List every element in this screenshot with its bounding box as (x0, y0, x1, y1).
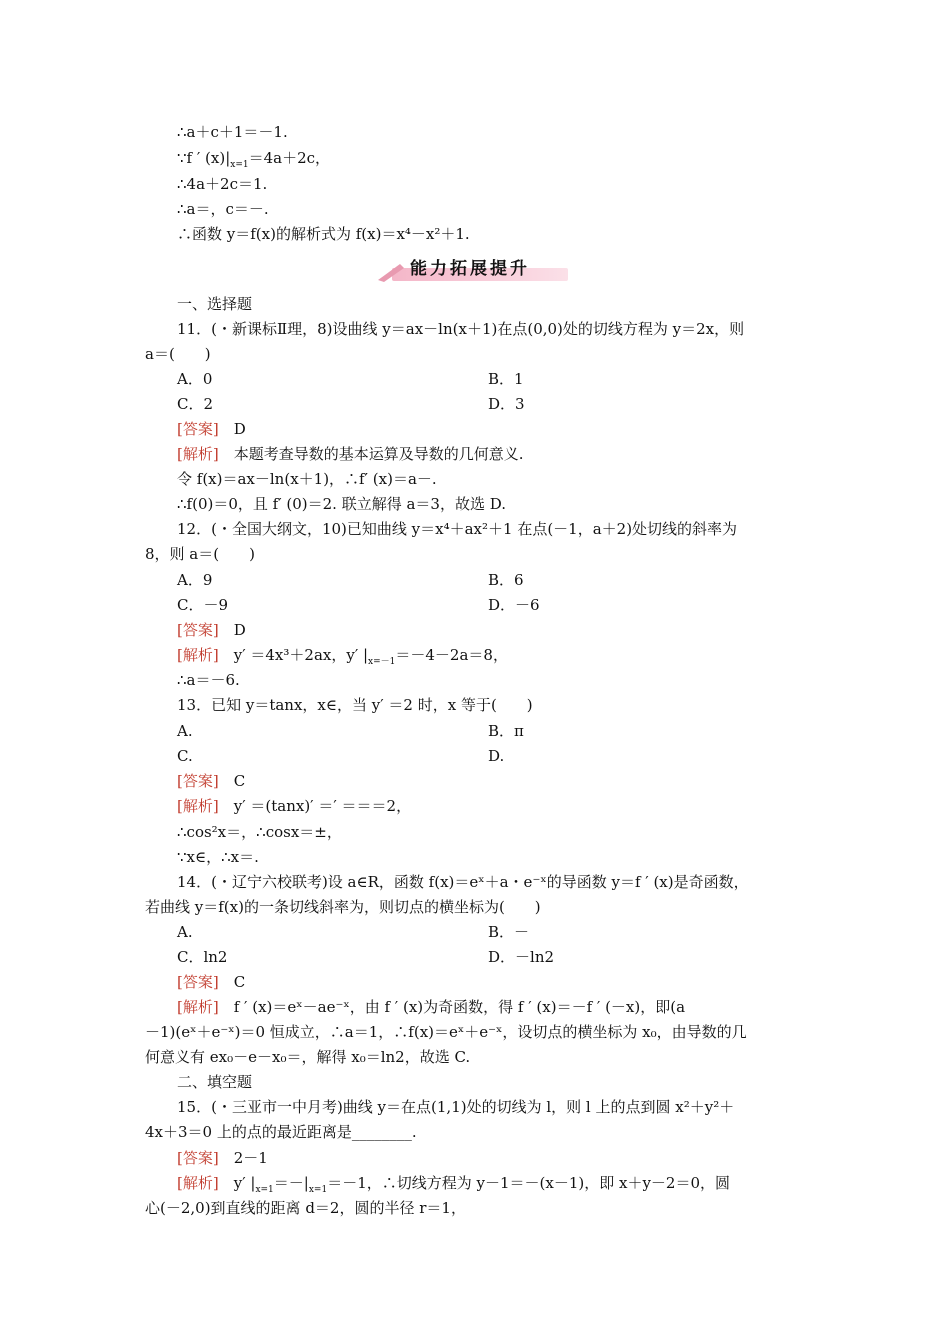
text-part: ∵f ′ (x)| (177, 149, 231, 167)
analysis-tag: [解析] (177, 646, 219, 664)
text-line: ∴4a＋2c＝1. (177, 175, 268, 193)
subscript: x=1 (230, 160, 249, 170)
question-line: 8，则 a＝( ) (145, 545, 255, 563)
option-c: C. (177, 747, 193, 765)
analysis-text: ＝－4－2a＝8， (395, 646, 508, 664)
option-a: A. (177, 923, 193, 941)
section-heading: 二、填空题 (177, 1073, 253, 1091)
subscript: x=1 (308, 1185, 328, 1195)
option-a: A．0 (177, 370, 213, 388)
option-a: A．9 (177, 571, 213, 589)
answer-tag: [答案] (177, 973, 219, 991)
question-line: 13．已知 y＝tanx，x∈，当 y′ ＝2 时，x 等于( ) (177, 696, 533, 714)
analysis-line: ∴cos²x＝，∴cosx＝±， (177, 823, 342, 841)
answer-line (177, 1148, 268, 1168)
text-line (177, 148, 330, 175)
analysis-tag: [解析] (177, 445, 219, 463)
answer-value: D (233, 420, 246, 438)
analysis-line: 何意义有 ex₀－e－x₀＝，解得 x₀＝ln2，故选 C. (145, 1048, 471, 1066)
analysis-text: ＝－| (273, 1174, 309, 1192)
question-line: a＝( ) (145, 345, 211, 363)
option-d: D．3 (488, 395, 525, 413)
text-line: ∴a＋c＋1＝－1. (177, 123, 288, 141)
option-b: B．－ (488, 923, 530, 941)
answer-tag: [答案] (177, 420, 219, 438)
analysis-line (177, 645, 508, 672)
analysis-line (177, 1173, 730, 1200)
option-c: C．2 (177, 395, 214, 413)
analysis-text: y′ ＝4x³＋2ax，y′ | (233, 646, 369, 664)
answer-line (177, 620, 246, 640)
option-a: A. (177, 722, 193, 740)
analysis-line (177, 444, 524, 464)
answer-tag: [答案] (177, 772, 219, 790)
banner-title: 能力拓展提升 (410, 259, 530, 279)
subscript: x=－1 (368, 657, 396, 667)
analysis-text: ＝－1，∴切线方程为 y－1＝－(x－1)，即 x＋y－2＝0，圆 (327, 1174, 731, 1192)
option-b: B．6 (488, 571, 524, 589)
answer-tag: [答案] (177, 621, 219, 639)
analysis-text: y′ | (233, 1174, 256, 1192)
answer-value: C (233, 973, 246, 991)
option-b: B．π (488, 722, 524, 740)
option-c: C．－9 (177, 596, 229, 614)
option-d: D．－ln2 (488, 948, 555, 966)
analysis-tag: [解析] (177, 1174, 219, 1192)
text-line: ∴a＝，c＝－. (177, 200, 269, 218)
section-heading: 一、选择题 (177, 295, 253, 313)
banner-arrow-icon (378, 260, 408, 282)
question-line: 14．(・辽宁六校联考)设 a∈R，函数 f(x)＝eˣ＋a・e⁻ˣ的导函数 y＝f ′ (x)是奇函数， (177, 873, 749, 891)
question-line: 12．(・全国大纲文，10)已知曲线 y＝x⁴＋ax²＋1 在点(－1，a＋2)处切线的斜率为 (177, 520, 738, 538)
answer-line (177, 972, 245, 992)
option-b: B．1 (488, 370, 524, 388)
analysis-line (177, 796, 411, 816)
analysis-line: ∴f(0)＝0，且 f′ (0)＝2. 联立解得 a＝3，故选 D. (177, 495, 506, 513)
analysis-tag: [解析] (177, 998, 219, 1016)
answer-line (177, 771, 245, 791)
question-line: 11．(・新课标Ⅱ理，8)设曲线 y＝ax－ln(x＋1)在点(0,0)处的切线方程为 y＝2x，则 (177, 320, 745, 338)
analysis-line: －1)(eˣ＋e⁻ˣ)＝0 恒成立，∴a＝1，∴f(x)＝eˣ＋e⁻ˣ，设切点的横坐标为 x₀，由导数的几 (145, 1023, 747, 1041)
analysis-line: ∵x∈，∴x＝. (177, 848, 259, 866)
subscript: x=1 (255, 1185, 274, 1195)
analysis-text: f ′ (x)＝eˣ－ae⁻ˣ，由 f ′ (x)为奇函数，得 f ′ (x)＝－f ′ (－x)，即(a (233, 998, 686, 1016)
answer-tag: [答案] (177, 1149, 219, 1167)
question-line: 4x＋3＝0 上的点的最近距离是________. (145, 1123, 417, 1141)
option-d: D．－6 (488, 596, 540, 614)
answer-line (177, 419, 246, 439)
analysis-text: y′ ＝(tanx)′ ＝′ ＝＝＝2， (233, 797, 412, 815)
question-line: 若曲线 y＝f(x)的一条切线斜率为，则切点的横坐标为( ) (145, 898, 541, 916)
text-part: ＝4a＋2c， (248, 149, 331, 167)
analysis-text: 本题考查导数的基本运算及导数的几何意义. (233, 445, 524, 463)
analysis-line: ∴a＝－6. (177, 671, 240, 689)
section-banner (378, 254, 568, 284)
option-d: D. (488, 747, 505, 765)
analysis-line: 心(－2,0)到直线的距离 d＝2，圆的半径 r＝1， (145, 1199, 466, 1217)
analysis-line (177, 997, 685, 1017)
analysis-tag: [解析] (177, 797, 219, 815)
answer-value: C (233, 772, 246, 790)
text-line: ∴函数 y＝f(x)的解析式为 f(x)＝x⁴－x²＋1. (177, 225, 470, 243)
answer-value: D (233, 621, 246, 639)
answer-value: 2－1 (233, 1149, 268, 1167)
option-c: C．ln2 (177, 948, 228, 966)
analysis-line: 令 f(x)＝ax－ln(x＋1)，∴f′ (x)＝a－. (177, 470, 437, 488)
question-line: 15．(・三亚市一中月考)曲线 y＝在点(1,1)处的切线为 l，则 l 上的点到圆 x²＋y²＋ (177, 1098, 735, 1116)
